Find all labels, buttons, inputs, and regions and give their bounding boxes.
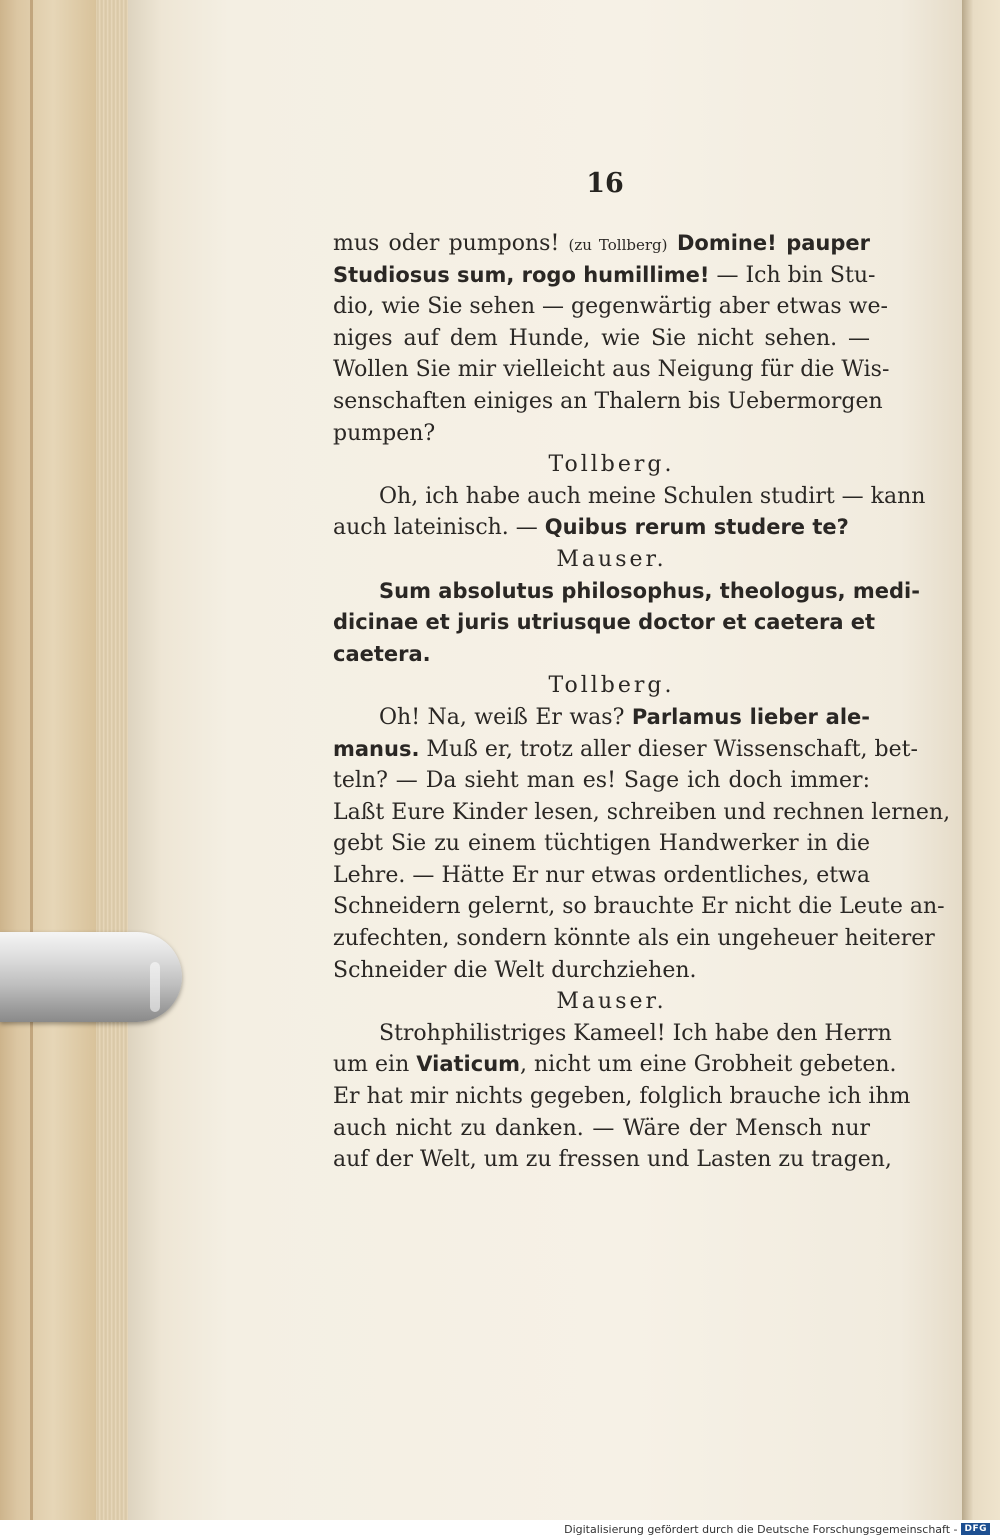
text-line bbox=[333, 386, 883, 418]
text-run: — Ich bin Stu- bbox=[709, 262, 876, 288]
text-line bbox=[333, 891, 945, 923]
text-line bbox=[333, 923, 935, 955]
dfg-logo: DFG bbox=[961, 1523, 990, 1535]
speaker-name: Tollberg. bbox=[548, 452, 675, 478]
text-run: zufechten, sondern könnte als ein ungeheuer heiterer bbox=[333, 926, 935, 952]
cover-edge bbox=[30, 0, 33, 1520]
text-run: mus oder pumpons! bbox=[333, 231, 569, 256]
text-line bbox=[333, 1081, 911, 1113]
text-line bbox=[333, 765, 870, 797]
page-number: 16 bbox=[586, 168, 624, 199]
text-run: auf der Welt, um zu fressen und Lasten zu tragen, bbox=[333, 1147, 892, 1173]
text-run: dio, wie Sie sehen — gegenwärtig aber etwas we- bbox=[333, 294, 888, 320]
text-line bbox=[333, 481, 926, 513]
stage-direction: (zu Tollberg) bbox=[568, 236, 668, 254]
facing-page-edge bbox=[962, 0, 1000, 1520]
text-run: Muß er, trotz aller dieser Wissenschaft, bet- bbox=[419, 736, 918, 762]
text-line bbox=[333, 639, 870, 671]
text-run: auch nicht zu danken. — Wäre der Mensch nur bbox=[333, 1115, 870, 1141]
text-line bbox=[333, 512, 870, 544]
text-run: auch lateinisch. — bbox=[333, 515, 545, 541]
latin-text: caetera. bbox=[333, 641, 431, 666]
text-run: pumpen? bbox=[333, 420, 436, 446]
text-run: Schneider die Welt durchziehen. bbox=[333, 957, 697, 983]
clip-highlight bbox=[150, 962, 160, 1012]
latin-text: manus. bbox=[333, 736, 420, 761]
text-line bbox=[333, 1049, 897, 1081]
text-line bbox=[333, 1018, 892, 1050]
latin-text: dicinae et juris utriusque doctor et caetera et bbox=[333, 610, 876, 635]
speaker-name: Tollberg. bbox=[548, 673, 675, 699]
text-line bbox=[333, 955, 870, 987]
text-line bbox=[333, 228, 870, 260]
text-line bbox=[333, 323, 870, 355]
text-line bbox=[333, 418, 870, 450]
text-run: Er hat mir nichts gegeben, folglich brauche ich ihm bbox=[333, 1084, 911, 1110]
text-line bbox=[333, 797, 951, 829]
text-line bbox=[333, 734, 918, 766]
text-line bbox=[333, 576, 920, 608]
latin-text: Quibus rerum studere te? bbox=[544, 515, 849, 540]
text-run: , nicht um eine Grobheit gebeten. bbox=[520, 1052, 897, 1078]
digitization-credit bbox=[564, 1522, 990, 1536]
latin-text: Viaticum bbox=[416, 1052, 521, 1077]
text-run: Laßt Eure Kinder lesen, schreiben und rechnen lernen, bbox=[333, 799, 951, 825]
text-run: Wollen Sie mir vielleicht aus Neigung für die Wis- bbox=[333, 357, 890, 383]
latin-text: Parlamus lieber ale- bbox=[631, 704, 871, 729]
text-run: Oh! Na, weiß Er was? bbox=[379, 704, 632, 730]
text-run: Lehre. — Hätte Er nur etwas ordentliches, etwa bbox=[333, 862, 870, 888]
latin-text: Domine! pauper bbox=[667, 231, 871, 255]
text-run: gebt Sie zu einem tüchtigen Handwerker in die bbox=[333, 831, 870, 857]
text-run: um ein bbox=[333, 1052, 417, 1078]
text-line bbox=[333, 828, 870, 860]
speaker-name: Mauser. bbox=[556, 989, 667, 1015]
latin-text: Studiosus sum, rogo humillime! bbox=[333, 262, 710, 287]
text-line bbox=[333, 260, 876, 292]
text-line bbox=[333, 1144, 892, 1176]
text-run: Schneidern gelernt, so brauchte Er nicht die Leute an- bbox=[333, 894, 945, 920]
page-text bbox=[333, 228, 951, 1176]
text-run: senschaften einiges an Thalern bis Uebermorgen bbox=[333, 388, 883, 414]
text-run: Oh, ich habe auch meine Schulen studirt — kann bbox=[379, 483, 926, 509]
speaker-name: Mauser. bbox=[556, 546, 667, 572]
text-line bbox=[333, 860, 870, 892]
text-line bbox=[333, 291, 888, 323]
latin-text: Sum absolutus philosophus, theologus, medi- bbox=[379, 578, 920, 603]
text-run: teln? — Da sieht man es! Sage ich doch immer: bbox=[333, 768, 870, 794]
text-line bbox=[333, 354, 890, 386]
text-line bbox=[333, 607, 876, 639]
text-line bbox=[333, 1113, 870, 1145]
text-run: Strohphilistriges Kameel! Ich habe den Herrn bbox=[379, 1020, 892, 1046]
text-run: niges auf dem Hunde, wie Sie nicht sehen. — bbox=[333, 325, 870, 351]
credit-text: Digitalisierung gefördert durch die Deutsche Forschungsgemeinschaft - bbox=[564, 1522, 958, 1536]
text-line bbox=[333, 702, 870, 734]
